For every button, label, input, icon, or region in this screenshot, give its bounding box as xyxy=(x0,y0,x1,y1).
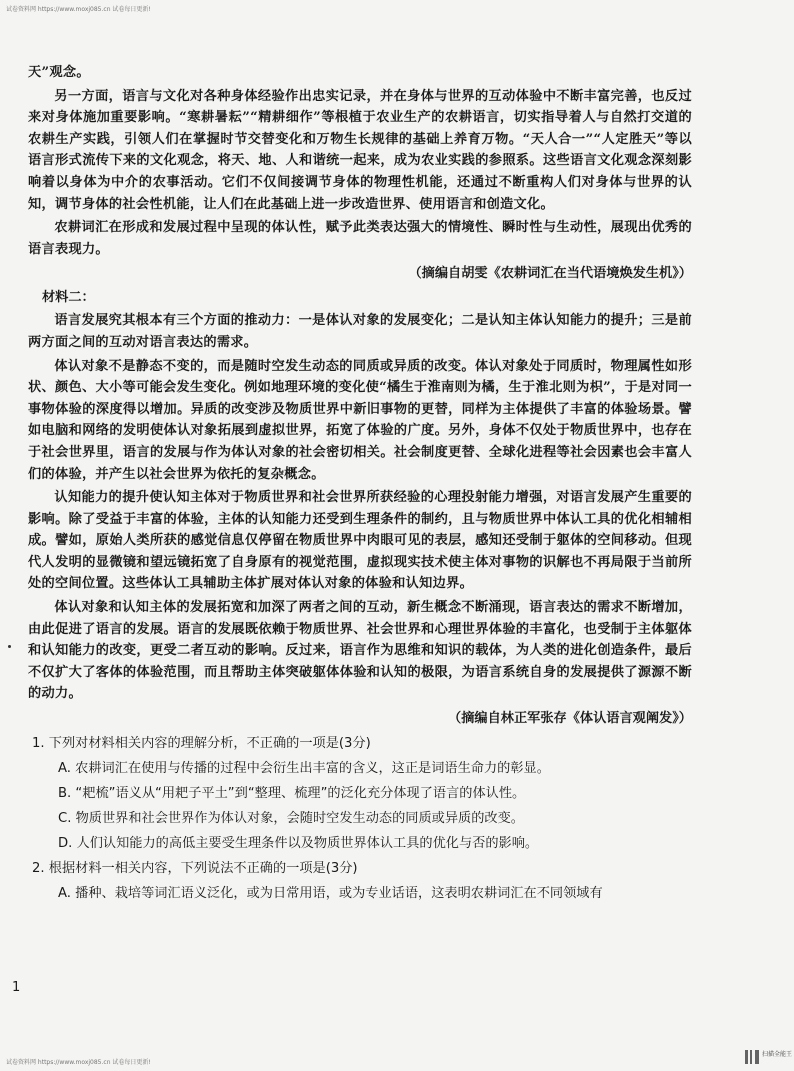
paragraph: 体认对象和认知主体的发展拓宽和加深了两者之间的互动，新生概念不断涌现，语言表达的需求不断增加，由此促进了语言的发展。语言的发展既依赖于物质世界、社会世界和心理世界体验的丰富化，也受制于主体躯体和认知能力的改变，更受二者互动的影响。反过来，语言作为思维和知识的载体，为人类的进化创造条件，最后不仅扩大了客体的体验范围，而且帮助主体突破躯体体验和认知的极限，为语言系统自身的发展提供了源源不断的动力。 xyxy=(28,600,692,702)
page-number: 1 xyxy=(12,980,21,995)
qr-code-icon xyxy=(745,1050,759,1064)
paragraph: 语言发展究其根本有三个方面的推动力：一是体认对象的发展变化；二是认知主体认知能力的提升；三是前两方面之间的互动对语言表达的需求。 xyxy=(28,313,692,350)
paragraph: 天”观念。 xyxy=(28,65,90,80)
source-citation: （摘编自林正军张存《体认语言观阐发》） xyxy=(448,711,692,727)
answer-option-d: D. 人们认知能力的高低主要受生理条件以及物质世界体认工具的优化与否的影响。 xyxy=(58,836,539,852)
source-citation: （摘编自胡雯《农耕词汇在当代语境焕发生机》） xyxy=(408,266,692,282)
paragraph: 农耕词汇在形成和发展过程中呈现的体认性，赋予此类表达强大的情境性、瞬时性与生动性，展现出优秀的语言表现力。 xyxy=(28,220,692,257)
paragraph: 体认对象不是静态不变的，而是随时空发生动态的同质或异质的改变。体认对象处于同质时，物理属性如形状、颜色、大小等可能会发生变化。例如地理环境的变化使“橘生于淮南则为橘，生于淮北则为枳”，于是对同一事物体验的深度得以增加。异质的改变涉及物质世界中新旧事物的更替，同样为主体提供了丰富的体验场景。譬如电脑和网络的发明使体认对象拓展到虚拟世界，拓宽了体验的广度。另外，身体不仅处于物质世界中，也存在于社会世界里，语言的发展与作为体认对象的社会密切相关。社会制度更替、全球化进程等社会因素也会丰富人们的体验，并产生以社会世界为依托的复杂概念。 xyxy=(28,358,692,482)
material-heading: 材料二： xyxy=(42,290,95,306)
question-stem: 2. 根据材料一相关内容，下列说法不正确的一项是(3分) xyxy=(32,861,358,877)
answer-option-a: A. 播种、栽培等词汇语义泛化，或为日常用语，或为专业话语，这表明农耕词汇在不同领域有 xyxy=(58,886,603,902)
scan-speck xyxy=(8,645,11,648)
answer-option-b: B. “耙梳”语义从“用耙子平土”到“整理、梳理”的泛化充分体现了语言的体认性。 xyxy=(58,786,526,802)
paragraph: 认知能力的提升使认知主体对于物质世界和社会世界所获经验的心理投射能力增强，对语言发展产生重要的影响。除了受益于丰富的体验，主体的认知能力还受到生理条件的制约，且与物质世界中体认工具的优化相辅相成。譬如，原始人类所获的感觉信息仅停留在物质世界中肉眼可见的表层，感知还受制于躯体的空间移动。但现代人发明的显微镜和望远镜拓宽了自身原有的视觉范围，虚拟现实技术使主体对事物的识解也不再局限于当前所处的空间位置。这些体认工具辅助主体扩展对体认对象的体验和认知边界。 xyxy=(28,490,692,592)
paragraph: 另一方面，语言与文化对各种身体经验作出忠实记录，并在身体与世界的互动体验中不断丰富完善，也反过来对身体施加重要影响。“寒耕暑耘”“精耕细作”等根植于农业生产的农耕语言，切实指导着人与自然打交道的农耕生产实践，引领人们在掌握时节交替变化和万物生长规律的基础上养育万物。“天人合一”“人定胜天”等以语言形式流传下来的文化观念，将天、地、人和谐统一起来，成为农业实践的参照系。这些语言文化观念深刻影响着以身体为中介的农事活动。它们不仅间接调节身体的物理性机能，还通过不断重构人们对身体与世界的认知，调节身体的社会性机能，让人们在此基础上进一步改造世界、使用语言和创造文化。 xyxy=(28,88,692,212)
answer-option-a: A. 农耕词汇在使用与传播的过程中会衍生出丰富的含义，这正是词语生命力的彰显。 xyxy=(58,761,550,777)
scanner-brand-label: 扫描全能王 xyxy=(762,1051,793,1058)
question-stem: 1. 下列对材料相关内容的理解分析，不正确的一项是(3分) xyxy=(32,736,371,752)
header-watermark-strip: 试卷资料网 https://www.moxj085.cn 试卷每日更新! xyxy=(6,6,151,13)
exam-page xyxy=(28,62,692,906)
answer-option-c: C. 物质世界和社会世界作为体认对象，会随时空发生动态的同质或异质的改变。 xyxy=(58,811,524,827)
footer-watermark-strip: 试卷资料网 https://www.moxj085.cn 试卷每日更新! xyxy=(6,1059,151,1066)
